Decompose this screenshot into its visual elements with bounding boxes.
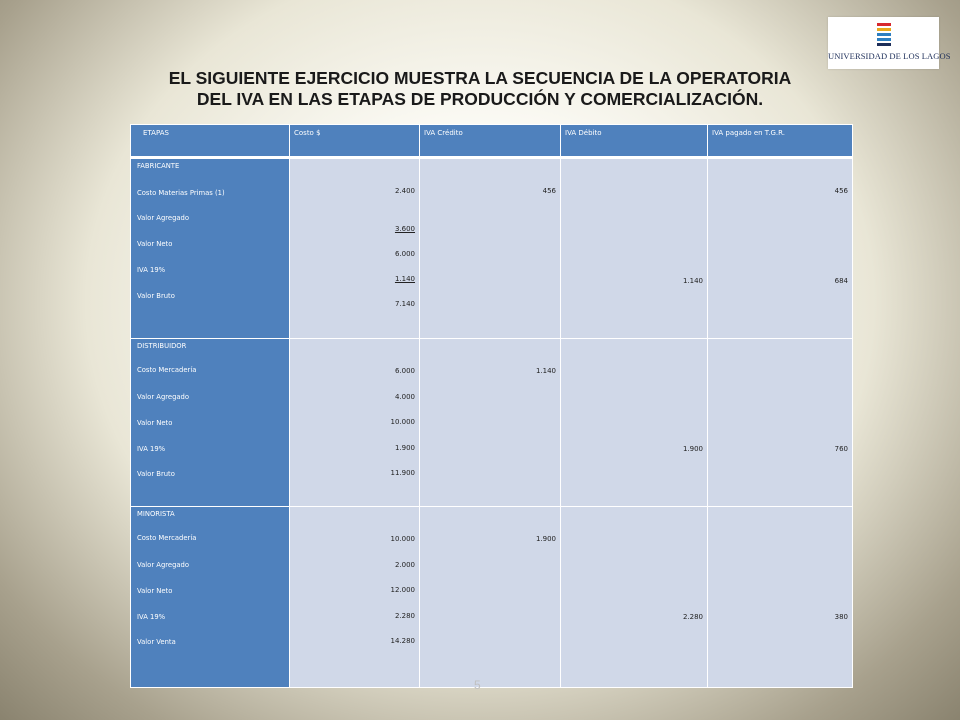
stage-name: FABRICANTE xyxy=(137,162,180,170)
row-label: Valor Agregado xyxy=(137,561,190,569)
iva-pagado-value: 684 xyxy=(834,277,848,285)
iva-credito-cell xyxy=(420,158,561,339)
cost-value: 1.900 xyxy=(394,444,415,452)
cost-value: 2.000 xyxy=(394,561,415,569)
stage-labels-cell xyxy=(131,158,290,339)
cost-value: 10.000 xyxy=(390,535,415,543)
cost-value: 1.140 xyxy=(394,275,415,283)
stage-row-fabricante xyxy=(131,158,853,339)
cost-cell xyxy=(290,507,420,688)
cost-value: 6.000 xyxy=(394,250,415,258)
header-row xyxy=(131,125,853,158)
stage-name: MINORISTA xyxy=(137,510,175,518)
iva-debito-cell xyxy=(561,507,708,688)
header-iva-pagado: IVA pagado en T.G.R. xyxy=(708,125,853,158)
iva-pagado-cell xyxy=(708,158,853,339)
row-label: IVA 19% xyxy=(137,613,166,621)
header-iva-debito: IVA Débito xyxy=(561,125,708,158)
cost-value: 10.000 xyxy=(390,418,415,426)
cost-value: 14.280 xyxy=(390,637,415,645)
header-costo: Costo $ xyxy=(290,125,420,158)
iva-debito-value: 1.900 xyxy=(682,445,703,453)
iva-pagado-cell xyxy=(708,339,853,507)
cost-cell xyxy=(290,158,420,339)
row-label: Valor Venta xyxy=(137,638,176,646)
cost-value: 7.140 xyxy=(394,300,415,308)
row-label: Valor Neto xyxy=(137,587,173,595)
iva-pagado-value: 456 xyxy=(834,187,848,195)
row-label: Valor Bruto xyxy=(137,292,175,300)
iva-pagado-cell xyxy=(708,507,853,688)
row-label: Costo Mercadería xyxy=(137,366,197,374)
row-label: Valor Agregado xyxy=(137,393,190,401)
row-label: Valor Neto xyxy=(137,240,173,248)
iva-credito-value: 456 xyxy=(542,187,556,195)
row-label: Costo Materias Primas (1) xyxy=(137,189,225,197)
cost-value: 11.900 xyxy=(390,469,415,477)
page-title xyxy=(60,68,900,110)
cost-value: 3.600 xyxy=(394,225,415,233)
row-label: Costo Mercadería xyxy=(137,534,197,542)
cost-cell xyxy=(290,339,420,507)
iva-credito-value: 1.140 xyxy=(535,367,556,375)
row-label: IVA 19% xyxy=(137,445,166,453)
cost-value: 6.000 xyxy=(394,367,415,375)
row-label: Valor Neto xyxy=(137,419,173,427)
iva-credito-cell xyxy=(420,507,561,688)
iva-table xyxy=(130,124,853,688)
row-label: Valor Agregado xyxy=(137,214,190,222)
iva-debito-cell xyxy=(561,339,708,507)
cost-value: 12.000 xyxy=(390,586,415,594)
iva-pagado-value: 380 xyxy=(834,613,848,621)
logo-text: UNIVERSIDAD DE LOS LAGOS xyxy=(828,51,951,61)
stage-labels-cell xyxy=(131,507,290,688)
row-label: Valor Bruto xyxy=(137,470,175,478)
logo-stripes-icon xyxy=(875,23,893,47)
row-label: IVA 19% xyxy=(137,266,166,274)
university-logo xyxy=(828,17,951,69)
stage-row-distribuidor xyxy=(131,339,853,507)
title-line-1: EL SIGUIENTE EJERCICIO MUESTRA LA SECUENCIA DE LA OPERATORIA xyxy=(168,68,792,88)
header-iva-credito: IVA Crédito xyxy=(420,125,561,158)
stage-labels-cell xyxy=(131,339,290,507)
iva-pagado-value: 760 xyxy=(834,445,848,453)
stage-row-minorista xyxy=(131,507,853,688)
title-line-2: DEL IVA EN LAS ETAPAS DE PRODUCCIÓN Y COMERCIALIZACIÓN. xyxy=(196,89,764,109)
iva-credito-cell xyxy=(420,339,561,507)
stage-name: DISTRIBUIDOR xyxy=(137,342,187,350)
iva-debito-value: 1.140 xyxy=(682,277,703,285)
cost-value: 4.000 xyxy=(394,393,415,401)
iva-debito-value: 2.280 xyxy=(682,613,703,621)
cost-value: 2.400 xyxy=(394,187,415,195)
page-number: 5 xyxy=(474,678,481,692)
header-etapas: ETAPAS xyxy=(131,125,290,158)
cost-value: 2.280 xyxy=(394,612,415,620)
iva-credito-value: 1.900 xyxy=(535,535,556,543)
iva-debito-cell xyxy=(561,158,708,339)
